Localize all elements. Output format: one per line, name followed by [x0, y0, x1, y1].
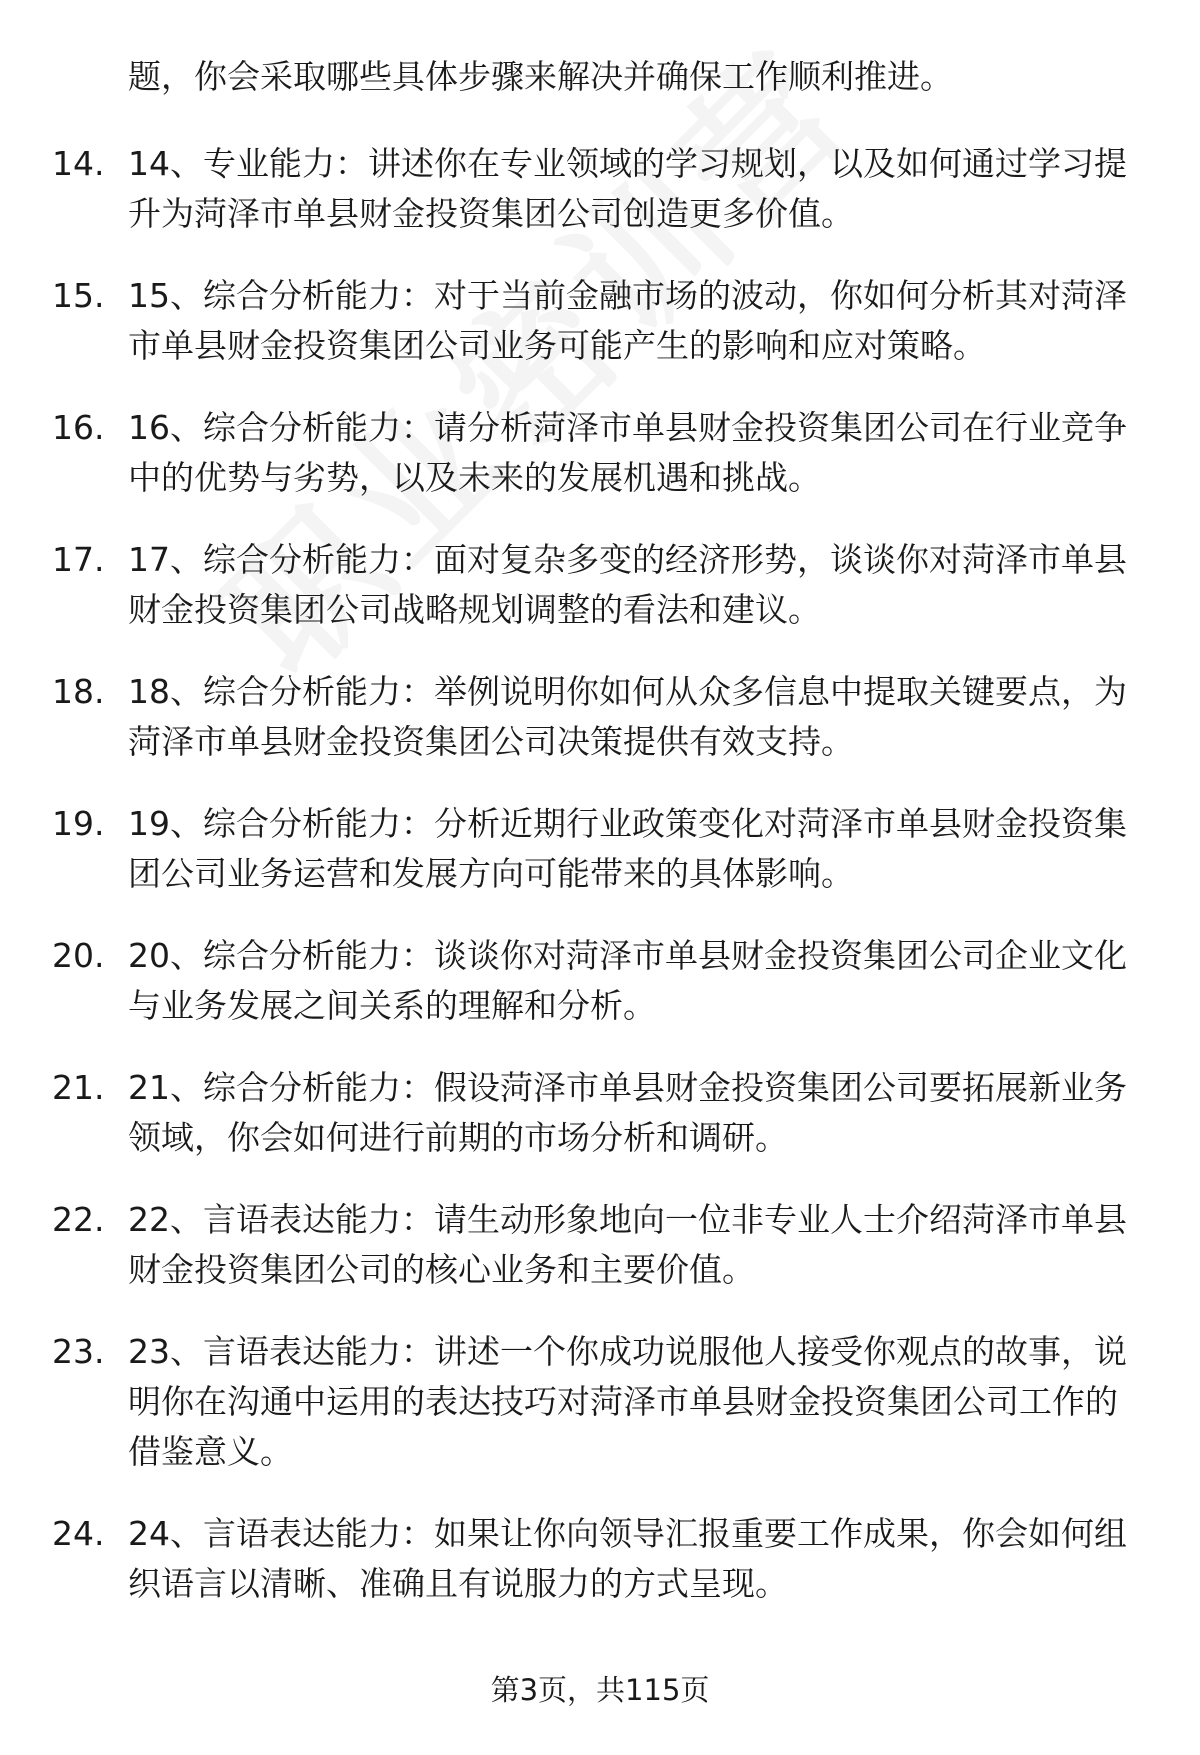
- question-item-22: [0, 1195, 1148, 1295]
- question-number: 23.: [52, 1332, 105, 1371]
- question-number: 16.: [52, 408, 105, 447]
- question-number: 14.: [52, 144, 105, 183]
- question-item-15: [0, 271, 1148, 371]
- question-item-19: [0, 799, 1148, 899]
- question-number: 24.: [52, 1514, 105, 1553]
- question-item-14: [0, 139, 1148, 239]
- question-text: 14、专业能力：讲述你在专业领域的学习规划，以及如何通过学习提升为菏泽市单县财金投资集团公司创造更多价值。: [128, 144, 1127, 233]
- question-number: 18.: [52, 672, 105, 711]
- question-text: 17、综合分析能力：面对复杂多变的经济形势，谈谈你对菏泽市单县财金投资集团公司战略规划调整的看法和建议。: [128, 540, 1127, 629]
- question-item-18: [0, 667, 1148, 767]
- question-item-23: [0, 1327, 1148, 1477]
- question-item-17: [0, 535, 1148, 635]
- question-text: 21、综合分析能力：假设菏泽市单县财金投资集团公司要拓展新业务领域，你会如何进行前期的市场分析和调研。: [128, 1068, 1127, 1157]
- question-text: 22、言语表达能力：请生动形象地向一位非专业人士介绍菏泽市单县财金投资集团公司的核心业务和主要价值。: [128, 1200, 1127, 1289]
- question-number: 20.: [52, 936, 105, 975]
- question-text: 15、综合分析能力：对于当前金融市场的波动，你如何分析其对菏泽市单县财金投资集团公司业务可能产生的影响和应对策略。: [128, 276, 1127, 365]
- question-number: 21.: [52, 1068, 105, 1107]
- question-item-16: [0, 403, 1148, 503]
- question-text: 16、综合分析能力：请分析菏泽市单县财金投资集团公司在行业竞争中的优势与劣势，以及未来的发展机遇和挑战。: [128, 408, 1127, 497]
- question-item-24: [0, 1509, 1148, 1609]
- question-item-21: [0, 1063, 1148, 1163]
- page-footer: 第3页，共115页: [490, 1673, 710, 1707]
- continuation-text: 题，你会采取哪些具体步骤来解决并确保工作顺利推进。: [128, 57, 953, 96]
- question-text: 18、综合分析能力：举例说明你如何从众多信息中提取关键要点，为菏泽市单县财金投资集团公司决策提供有效支持。: [128, 672, 1127, 761]
- question-text: 20、综合分析能力：谈谈你对菏泽市单县财金投资集团公司企业文化与业务发展之间关系的理解和分析。: [128, 936, 1127, 1025]
- question-item-20: [0, 931, 1148, 1031]
- question-list: [0, 139, 1200, 1641]
- question-number: 17.: [52, 540, 105, 579]
- question-number: 19.: [52, 804, 105, 843]
- question-text: 24、言语表达能力：如果让你向领导汇报重要工作成果，你会如何组织语言以清晰、准确且有说服力的方式呈现。: [128, 1514, 1127, 1603]
- question-text: 23、言语表达能力：讲述一个你成功说服他人接受你观点的故事，说明你在沟通中运用的表达技巧对菏泽市单县财金投资集团公司工作的借鉴意义。: [128, 1332, 1127, 1471]
- question-text: 19、综合分析能力：分析近期行业政策变化对菏泽市单县财金投资集团公司业务运营和发展方向可能带来的具体影响。: [128, 804, 1127, 893]
- question-number: 15.: [52, 276, 105, 315]
- question-number: 22.: [52, 1200, 105, 1239]
